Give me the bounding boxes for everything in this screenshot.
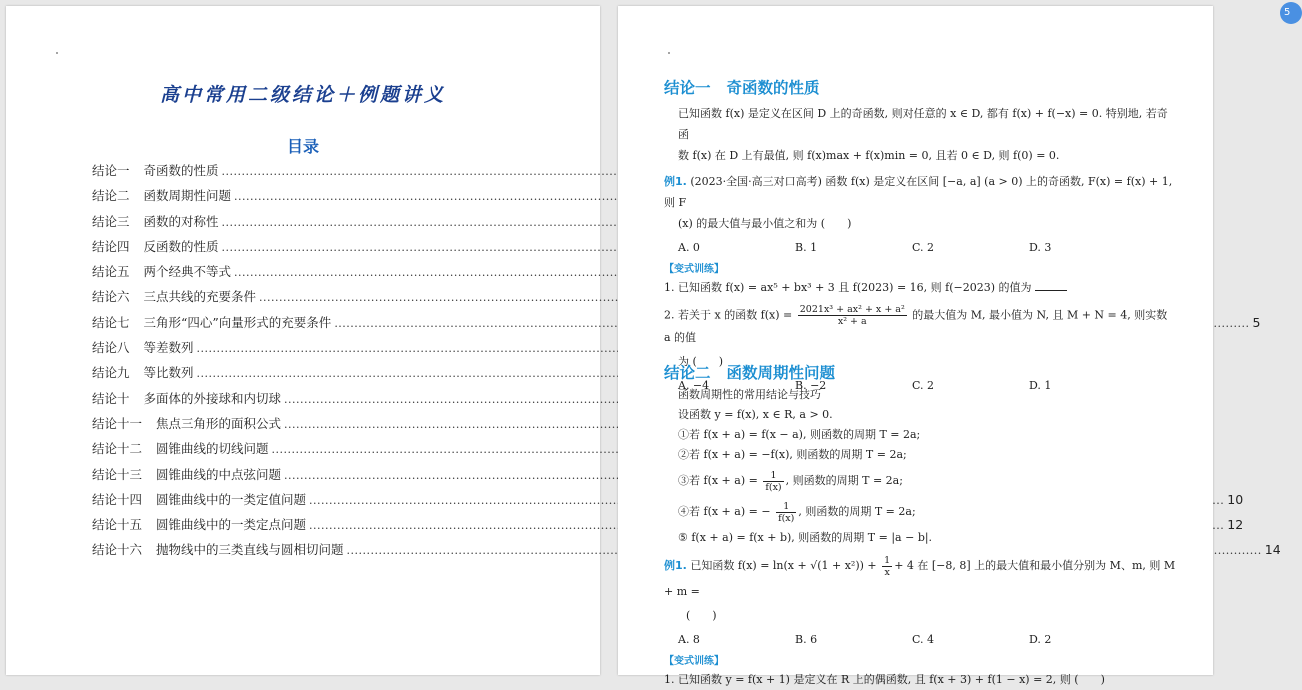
toc-entry-number: 结论五 [92,264,130,280]
option-a[interactable]: A. 8 [678,632,700,646]
option-b[interactable]: B. 1 [795,240,818,254]
toc-heading: 目录 [286,137,319,156]
example-label: 例1. [664,175,687,188]
rule-5: ⑤ f(x + a) = f(x + b), 则函数的周期 T = |a − b|. [678,531,933,544]
page-dot [56,52,58,54]
fraction-numerator: 1 [884,554,891,566]
fraction-denominator: f(x) [778,512,795,524]
variant-training-label: 【变式训练】 [664,656,724,667]
page-dot [668,52,670,54]
rule-text: , 则函数的周期 T = 2a; [798,505,916,518]
exercise-2 [664,304,1176,349]
example-question [664,553,1176,605]
fraction-numerator: 1 [776,501,796,513]
toc-entry[interactable] [92,287,556,312]
toc-entry-number: 结论十一 [92,415,143,431]
example-label: 例1. [664,559,687,572]
toc-entry-title: 两个经典不等式 [143,264,232,280]
option-b[interactable]: B. 6 [795,632,818,646]
section-periodicity [664,361,1176,690]
toc-entry-title: 焦点三角形的面积公式 [156,415,282,431]
toc-entry-page: 5 [1252,314,1261,330]
example-text-cont: (x) 的最大值与最小值之和为 ( ) [678,217,852,230]
exercise-1: 1. 已知函数 y = f(x + 1) 是定义在 R 上的偶函数, 且 f(x + 3) + f(1 − x) = 2, 则 ( ) [664,673,1105,686]
toc-entry-page: 14 [1264,542,1281,558]
toc-entry-title: 等差数列 [143,340,194,356]
toc-entry[interactable] [92,338,556,363]
section-heading [664,76,1176,98]
option-d[interactable]: D. 1 [1029,378,1052,392]
exercise-text: 2. 若关于 x 的函数 f(x) = [664,308,793,322]
fraction-denominator: f(x) [765,481,782,493]
section-odd-function [664,76,1176,396]
toc-entry-title: 圆锥曲线中的一类定点问题 [156,517,307,533]
toc-entry-number: 结论三 [92,213,130,229]
toc-entry-title: 圆锥曲线的切线问题 [156,441,269,457]
paragraph: 数 f(x) 在 D 上有最值, 则 f(x)max + f(x)min = 0, 且若 0 ∈ D, 则 f(0) = 0. [678,149,1060,162]
toc-entry[interactable] [92,186,556,211]
exercise-text-cont: 为 ( ) [678,355,724,368]
fraction-denominator: x [884,566,890,578]
example-text: (2023·全国·高三对口高考) 函数 f(x) 是定义在区间 [−a, a] (a > 0) 上的奇函数, F(x) = f(x) + 1, 则 F [664,175,1173,209]
toc-entry-page: 12 [1227,517,1244,533]
section-heading-title: 奇函数的性质 [726,79,820,97]
paragraph: 已知函数 f(x) 是定义在区间 D 上的奇函数, 则对任意的 x ∈ D, 都有 f(x) + f(−x) = 0. 特别地, 若奇函 [678,107,1168,141]
option-d[interactable]: D. 3 [1029,240,1052,254]
rule-text: ③若 f(x + a) = [678,474,758,487]
toc-entry-number: 结论十六 [92,542,143,558]
section-heading [664,361,1176,383]
toc-entry-page: 10 [1227,491,1244,507]
fraction [763,470,783,493]
toc-entry-number: 结论二 [92,188,130,204]
toc-entry-title: 反函数的性质 [143,238,219,254]
rule-text: ④若 f(x + a) = − [678,505,771,518]
option-d[interactable]: D. 2 [1029,632,1052,646]
floating-badge-icon[interactable]: 5 [1280,2,1302,24]
example-question [664,171,1176,213]
toc-entry[interactable] [92,540,1281,565]
variant-training-label: 【变式训练】 [664,264,724,275]
rule-2: ②若 f(x + a) = −f(x), 则函数的周期 T = 2a; [678,448,907,461]
option-c[interactable]: C. 4 [912,632,935,646]
option-c[interactable]: C. 2 [912,378,935,392]
toc-entry-title: 抛物线中的三类直线与圆相切问题 [156,542,344,558]
toc-entry[interactable] [92,465,556,490]
toc-entry-title: 圆锥曲线中的一类定值问题 [156,491,307,507]
paragraph: 函数周期性的常用结论与技巧 [678,388,821,401]
toc-entry[interactable] [92,363,556,388]
example-text: + 4 在 [−8, 8] 上的最大值和最小值分别为 M、m, 则 M + m = [664,559,1176,598]
document-page-right [618,6,1213,686]
toc-entry[interactable] [92,237,556,262]
toc-entry-title: 奇函数的性质 [143,163,219,178]
answer-options [664,628,1176,650]
toc-entry-number: 结论十 [92,390,130,406]
rule-4 [664,496,1176,527]
option-c[interactable]: C. 2 [912,240,935,254]
exercise-1 [664,277,1176,298]
section-heading-title: 函数周期性问题 [726,364,836,382]
toc-entry[interactable] [92,414,556,439]
section-heading-number: 结论二 [664,364,711,382]
rule-1: ①若 f(x + a) = f(x − a), 则函数的周期 T = 2a; [678,428,921,441]
answer-options [664,236,1176,258]
fraction [882,555,892,578]
toc-entry-number: 结论四 [92,238,130,254]
toc-entry[interactable] [92,212,556,237]
toc-entry[interactable] [92,262,556,287]
toc-entry-number: 结论七 [92,314,130,330]
toc-entry[interactable] [92,389,556,414]
toc-entry-title: 三点共线的充要条件 [143,289,257,305]
toc-entry-number: 结论八 [92,340,130,356]
exercise-text: 1. 已知函数 f(x) = ax⁵ + bx³ + 3 且 f(2023) = 16, 则 f(−2023) 的值为 [664,281,1032,294]
option-a[interactable]: A. −4 [678,378,710,392]
toc-entry-title: 三角形“四心”向量形式的充要条件 [143,314,332,330]
document-title: 高中常用二级结论＋例题讲义 [159,84,446,106]
fraction-numerator: 2021x³ + ax² + x + a² [799,304,905,315]
rule-3 [664,465,1176,496]
toc-entry-number: 结论十三 [92,466,143,482]
option-a[interactable]: A. 0 [678,240,700,254]
toc-entry-number: 结论六 [92,289,130,305]
answer-blank[interactable] [1035,281,1067,291]
toc-entry-number: 结论十五 [92,517,143,533]
toc-entry-title: 多面体的外接球和内切球 [143,390,282,406]
toc-entry-number: 结论一 [92,163,130,178]
toc-entry-title: 等比数列 [143,365,194,381]
toc-entry-title: 函数周期性问题 [143,188,232,204]
toc-entry-number: 结论十四 [92,491,143,507]
toc-entry-title: 圆锥曲线的中点弦问题 [156,466,282,482]
rule-text: , 则函数的周期 T = 2a; [785,474,903,487]
section-heading-number: 结论一 [664,79,711,97]
toc-entry-number: 结论九 [92,365,130,381]
example-text-cont: ( ) [686,609,717,622]
toc-entry[interactable] [92,161,556,186]
fraction-numerator: 1 [763,470,783,482]
exercise-text: 的最大值为 M, 最小值为 N, 且 M + N = 4, 则实数 a 的值 [664,308,1168,344]
fraction [798,304,907,327]
fraction-denominator: x² + a [837,316,867,327]
example-text: 已知函数 f(x) = ln(x + √(1 + x²)) + [690,559,877,572]
option-b[interactable]: B. −2 [795,378,827,392]
toc-entry[interactable] [92,439,556,464]
fraction [776,501,796,524]
toc-entry-number: 结论十二 [92,441,143,457]
toc-entry-title: 函数的对称性 [143,213,219,229]
paragraph: 设函数 y = f(x), x ∈ R, a > 0. [678,408,833,421]
